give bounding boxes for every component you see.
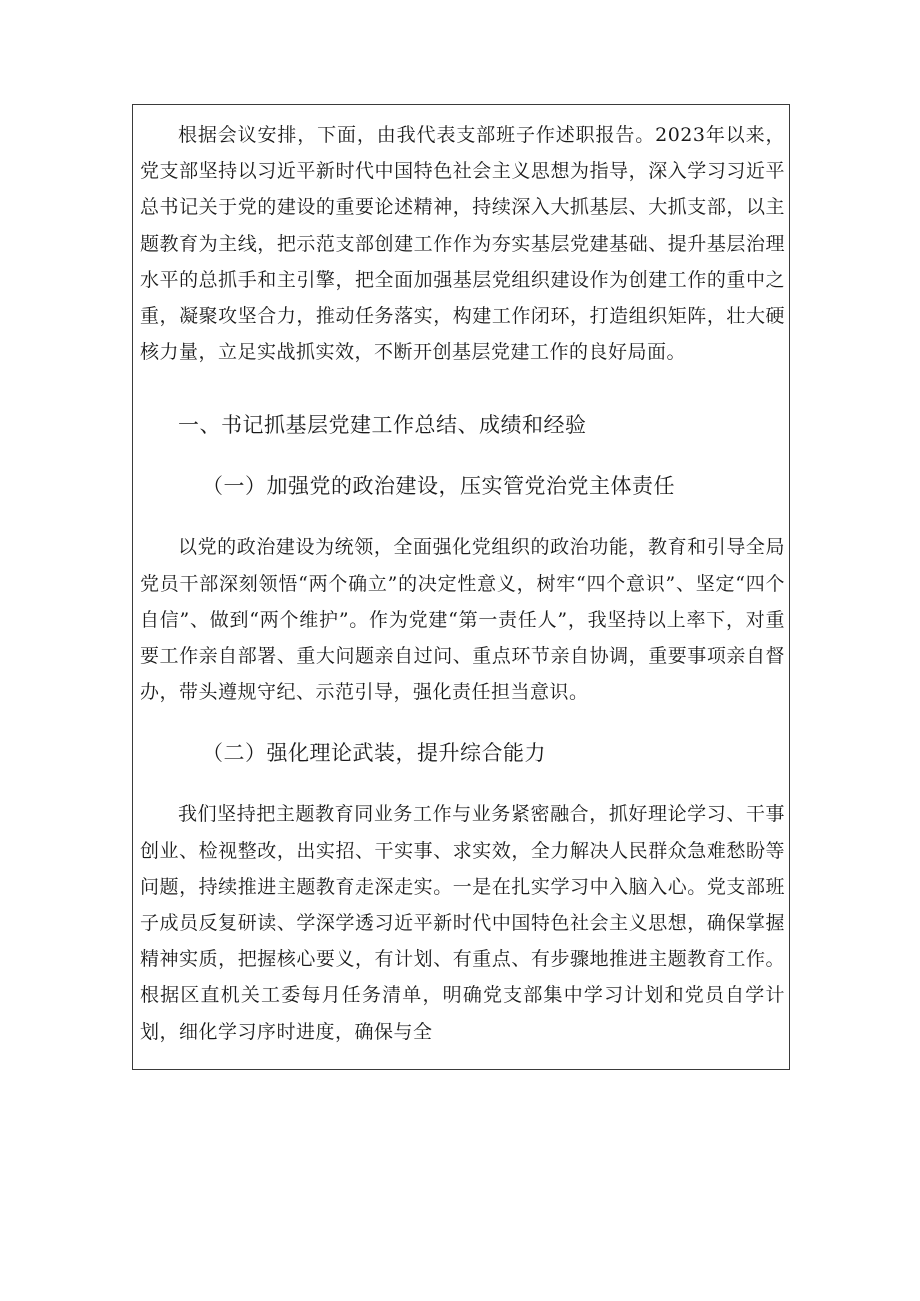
subsection-heading-2: （二）强化理论武装，提升综合能力 — [202, 741, 546, 766]
document-frame — [132, 104, 790, 1070]
subsection-heading-1: （一）加强党的政治建设，压实管党治党主体责任 — [202, 474, 675, 499]
intro-paragraph: 根据会议安排，下面，由我代表支部班子作述职报告。2023年以来，党支部坚持以习近平新时代中国特色社会主义思想为指导，深入学习习近平总书记关于党的建设的重要论述精神，持续深入大抓基层、大抓支部，以主题教育为主线，把示范支部创建工作作为夯实基层党建基础、提升基层治理水平的总抓手和主引擎，把全面加强基层党组织建设作为创建工作的重中之重，凝聚攻坚合力，推动任务落实，构建工作闭环，打造组织矩阵，壮大硬核力量，立足实战抓实效，不断开创基层党建工作的良好局面。 — [140, 124, 785, 364]
section-heading: 一、书记抓基层党建工作总结、成绩和经验 — [178, 413, 587, 438]
subsection-1-paragraph: 以党的政治建设为统领，全面强化党组织的政治功能，教育和引导全局党员干部深刻领悟“两个确立”的决定性意义，树牢“四个意识”、坚定“四个自信”、做到“两个维护”。作为党建“第一责任人”，我坚持以上率下，对重要工作亲自部署、重大问题亲自过问、重点环节亲自协调，重要事项亲自督办，带头遵规守纪、示范引导，强化责任担当意识。 — [140, 536, 785, 704]
subsection-2-paragraph: 我们坚持把主题教育同业务工作与业务紧密融合，抓好理论学习、干事创业、检视整改，出实招、干实事、求实效，全力解决人民群众急难愁盼等问题，持续推进主题教育走深走实。一是在扎实学习中入脑入心。党支部班子成员反复研读、学深学透习近平新时代中国特色社会主义思想，确保掌握精神实质，把握核心要义，有计划、有重点、有步骤地推进主题教育工作。根据区直机关工委每月任务清单，明确党支部集中学习计划和党员自学计划，细化学习序时进度，确保与全 — [140, 803, 785, 1043]
